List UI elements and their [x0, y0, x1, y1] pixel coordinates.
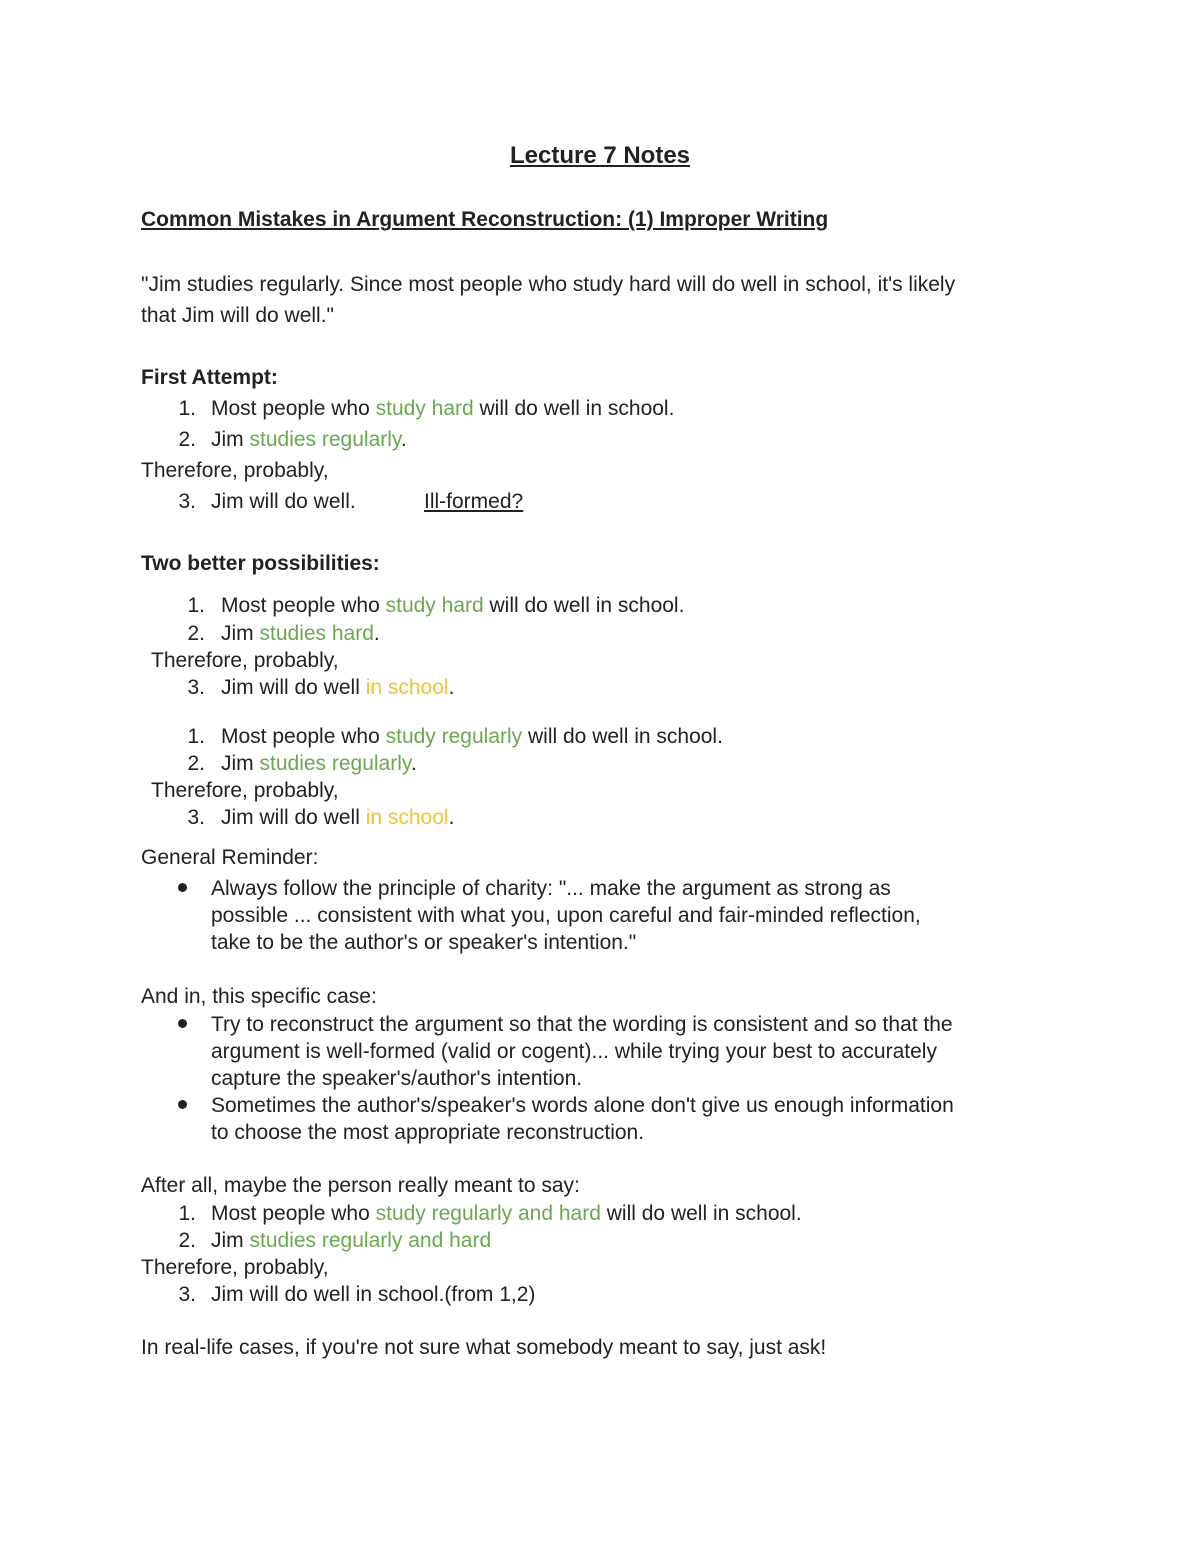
section-heading: Common Mistakes in Argument Reconstruction: (1) Improper Writing	[141, 208, 829, 231]
closing-line: In real-life cases, if you're not sure what somebody meant to say, just ask!	[141, 1336, 827, 1359]
highlighted-text: studies regularly and hard	[249, 1229, 492, 1252]
text-segment: Jim	[221, 622, 260, 645]
text-segment: Jim will do well	[221, 806, 366, 829]
conclusion-text: Jim will do well.	[211, 490, 356, 513]
reminder-line-3: take to be the author's or speaker's intention."	[211, 931, 637, 954]
highlighted-text: in school	[365, 806, 449, 829]
text-segment: Most people who	[211, 397, 376, 420]
premise-text	[221, 724, 723, 749]
premise-text	[211, 1201, 802, 1226]
list-number: 3.	[187, 676, 205, 699]
therefore-line: Therefore, probably,	[151, 779, 339, 802]
text-segment: Jim	[211, 1229, 250, 1252]
first-attempt-label: First Attempt:	[141, 366, 278, 389]
text-segment: Most people who	[211, 1202, 376, 1225]
highlighted-text: study hard	[375, 397, 474, 420]
list-number: 2.	[187, 622, 205, 645]
bullet-icon	[178, 1019, 187, 1028]
quote-line-2: that Jim will do well."	[141, 304, 335, 327]
list-number: 2.	[178, 428, 196, 451]
list-number: 1.	[178, 1202, 196, 1225]
list-number: 3.	[178, 1283, 196, 1306]
list-number: 1.	[187, 725, 205, 748]
premise-text	[221, 593, 684, 618]
premise-text	[211, 427, 407, 452]
highlighted-text: studies hard	[259, 622, 374, 645]
text-segment: will do well in school.	[522, 725, 723, 748]
premise-text	[221, 621, 380, 646]
list-number: 1.	[187, 594, 205, 617]
specific-bullet1-line-1: Try to reconstruct the argument so that the wording is consistent and so that the	[211, 1013, 953, 1036]
after-all-label: After all, maybe the person really meant to say:	[141, 1174, 580, 1197]
reminder-line-1: Always follow the principle of charity: "... make the argument as strong as	[211, 877, 891, 900]
highlighted-text: studies regularly	[259, 752, 411, 775]
conclusion-text	[221, 675, 454, 700]
highlighted-text: study regularly and hard	[375, 1202, 601, 1225]
ill-formed-note: Ill-formed?	[424, 490, 524, 513]
reminder-line-2: possible ... consistent with what you, upon careful and fair-minded reflection,	[211, 904, 921, 927]
better-label: Two better possibilities:	[141, 552, 380, 575]
text-segment: .	[448, 676, 455, 699]
therefore-line: Therefore, probably,	[141, 1256, 329, 1279]
text-segment: will do well in school.	[473, 397, 675, 420]
conclusion-text	[221, 805, 454, 830]
list-number: 2.	[187, 752, 205, 775]
text-segment: Most people who	[221, 594, 386, 617]
highlighted-text: studies regularly	[249, 428, 401, 451]
therefore-line: Therefore, probably,	[151, 649, 339, 672]
text-segment: Jim	[221, 752, 260, 775]
text-segment: will do well in school.	[483, 594, 685, 617]
text-segment: .	[400, 428, 407, 451]
list-number: 1.	[178, 397, 196, 420]
text-segment: will do well in school.	[600, 1202, 802, 1225]
specific-bullet1-line-3: capture the speaker's/author's intention.	[211, 1067, 583, 1090]
list-number: 2.	[178, 1229, 196, 1252]
conclusion-text: Jim will do well in school.(from 1,2)	[211, 1283, 536, 1306]
reminder-label: General Reminder:	[141, 846, 319, 869]
specific-bullet2-line-2: to choose the most appropriate reconstruction.	[211, 1121, 645, 1144]
text-segment: .	[448, 806, 455, 829]
therefore-line: Therefore, probably,	[141, 459, 329, 482]
text-segment: Lecture 7 Notes	[509, 142, 691, 169]
text-segment: Jim	[211, 428, 250, 451]
highlighted-text: in school	[365, 676, 449, 699]
bullet-icon	[178, 1100, 187, 1109]
highlighted-text: study hard	[385, 594, 484, 617]
specific-bullet1-line-2: argument is well-formed (valid or cogent)... while trying your best to accurately	[211, 1040, 937, 1063]
specific-label: And in, this specific case:	[141, 985, 377, 1008]
premise-text	[211, 1228, 491, 1253]
premise-text	[211, 396, 674, 421]
text-segment: Most people who	[221, 725, 386, 748]
quote-line-1: "Jim studies regularly. Since most people who study hard will do well in school, it's likely	[141, 273, 956, 296]
bullet-icon	[178, 883, 187, 892]
text-segment: .	[373, 622, 380, 645]
text-segment: .	[410, 752, 417, 775]
list-number: 3.	[187, 806, 205, 829]
highlighted-text: study regularly	[385, 725, 523, 748]
text-segment: Jim will do well	[221, 676, 366, 699]
specific-bullet2-line-1: Sometimes the author's/speaker's words alone don't give us enough information	[211, 1094, 954, 1117]
page-title	[0, 142, 1200, 171]
list-number: 3.	[178, 490, 196, 513]
premise-text	[221, 751, 417, 776]
